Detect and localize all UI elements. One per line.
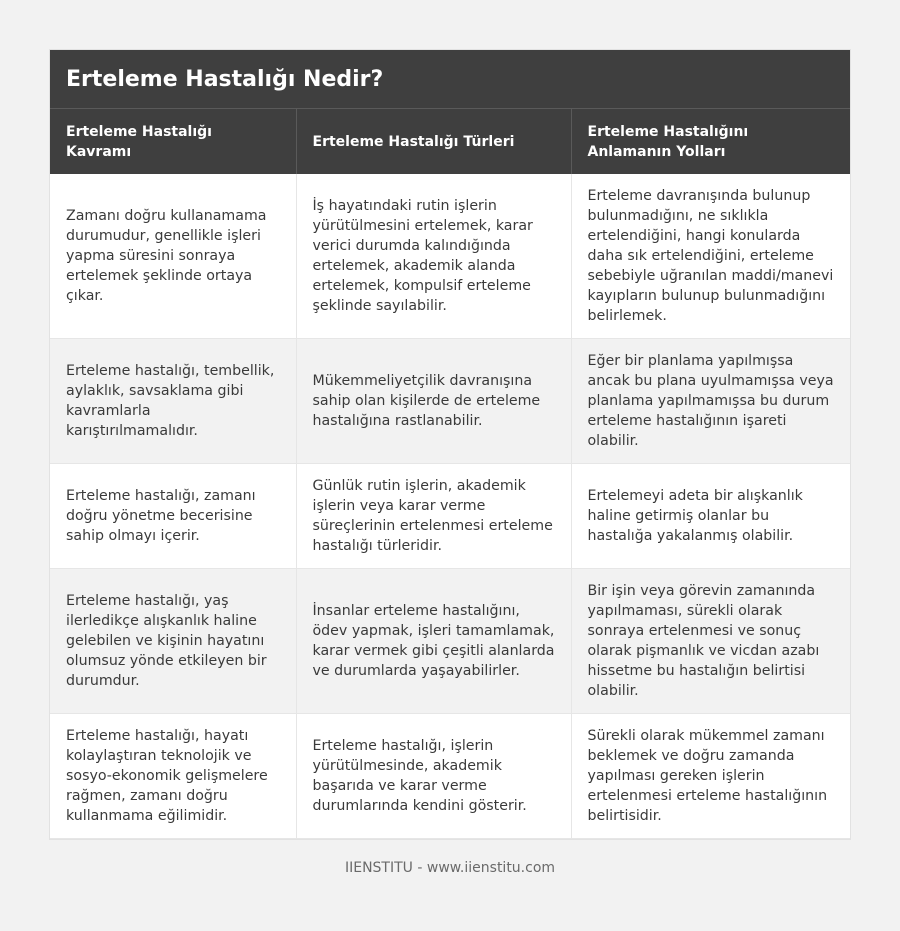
table-row (50, 714, 850, 839)
column-header: Erteleme Hastalığı Türleri (296, 109, 571, 174)
table-cell: Günlük rutin işlerin, akademik işlerin veya karar verme süreçlerinin ertelenmesi erteleme hastalığı türleridir. (296, 464, 571, 569)
table-cell: Erteleme hastalığı, tembellik, aylaklık, savsaklama gibi kavramlarla karıştırılmamalıdır. (50, 339, 296, 464)
table-cell: Zamanı doğru kullanamama durumudur, genellikle işleri yapma süresini sonraya ertelemek şeklinde ortaya çıkar. (50, 174, 296, 339)
table-cell: Sürekli olarak mükemmel zamanı beklemek ve doğru zamanda yapılması gereken işlerin ertelenmesi erteleme hastalığının belirtisidir. (571, 714, 850, 839)
table-cell: İnsanlar erteleme hastalığını, ödev yapmak, işleri tamamlamak, karar vermek gibi çeşitli alanlarda ve durumlarda yaşayabilirler. (296, 569, 571, 714)
table-cell: Erteleme hastalığı, zamanı doğru yönetme becerisine sahip olmayı içerir. (50, 464, 296, 569)
table-cell: Erteleme davranışında bulunup bulunmadığını, ne sıklıkla ertelendiğini, hangi konularda daha sık ertelendiğini, erteleme sebebiyle uğranılan maddi/manevi kayıpların bulunup bulunmadığını belirlemek. (571, 174, 850, 339)
title-bar (50, 50, 850, 109)
column-header: Erteleme Hastalığı Kavramı (50, 109, 296, 174)
table-row (50, 339, 850, 464)
table-row (50, 569, 850, 714)
table-cell: Ertelemeyi adeta bir alışkanlık haline getirmiş olanlar bu hastalığa yakalanmış olabilir. (571, 464, 850, 569)
table-cell: Eğer bir planlama yapılmışsa ancak bu plana uyulmamışsa veya planlama yapılmamışsa bu durum erteleme hastalığının işareti olabilir. (571, 339, 850, 464)
header-row (50, 109, 850, 174)
table-cell: Erteleme hastalığı, işlerin yürütülmesinde, akademik başarıda ve karar verme durumlarında kendini gösterir. (296, 714, 571, 839)
table-title: Erteleme Hastalığı Nedir? (66, 66, 384, 92)
table-cell: İş hayatındaki rutin işlerin yürütülmesini ertelemek, karar verici durumda kalındığında ertelemek, akademik alanda ertelemek, kompulsif erteleme şeklinde sayılabilir. (296, 174, 571, 339)
data-table (50, 109, 850, 839)
table-row (50, 174, 850, 339)
table-row (50, 464, 850, 569)
table-cell: Erteleme hastalığı, hayatı kolaylaştıran teknolojik ve sosyo-ekonomik gelişmelere rağmen, zamanı doğru kullanmama eğilimidir. (50, 714, 296, 839)
table-cell: Bir işin veya görevin zamanında yapılmaması, sürekli olarak sonraya ertelenmesi ve sonuç olarak pişmanlık ve vicdan azabı hissetme bu hastalığın belirtisi olabilir. (571, 569, 850, 714)
table-cell: Erteleme hastalığı, yaş ilerledikçe alışkanlık haline gelebilen ve kişinin hayatını olumsuz yönde etkileyen bir durumdur. (50, 569, 296, 714)
table-cell: Mükemmeliyetçilik davranışına sahip olan kişilerde de erteleme hastalığına rastlanabilir. (296, 339, 571, 464)
footer-credit: IIENSTITU - www.iienstitu.com (344, 860, 556, 876)
table-card (50, 50, 850, 839)
column-header: Erteleme Hastalığını Anlamanın Yolları (571, 109, 850, 174)
